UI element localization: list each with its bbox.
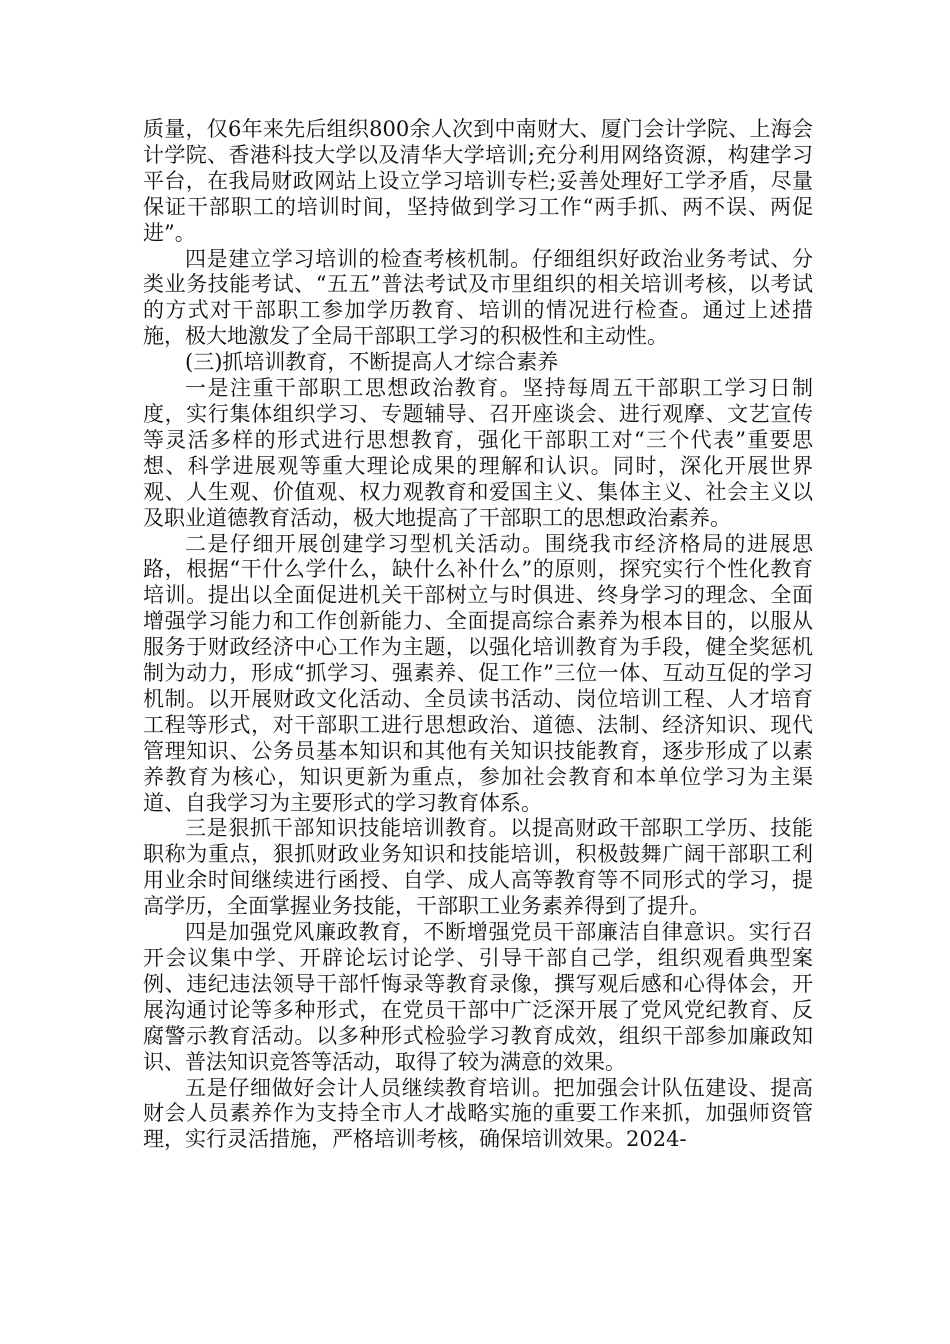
- paragraph-skills-training: 三是狠抓干部知识技能培训教育。以提高财政干部职工学历、技能职称为重点，狠抓财政业务知识和技能培训，积极鼓舞广阔干部职工利用业余时间继续进行函授、自学、成人高等教育等不同形式的学习，提高学历，全面掌握业务技能，干部职工业务素养得到了提升。: [143, 816, 813, 919]
- paragraph-accountant-training: 五是仔细做好会计人员继续教育培训。把加强会计队伍建设、提高财会人员素养作为支持全市人才战略实施的重要工作来抓，加强师资管理，实行灵活措施，严格培训考核，确保培训效果。2024-: [143, 1075, 813, 1152]
- document-page: [143, 117, 813, 1153]
- paragraph-check-mechanism: 四是建立学习培训的检查考核机制。仔细组织好政治业务考试、分类业务技能考试、“五五”普法考试及市里组织的相关培训考核，以考试的方式对干部职工参加学历教育、培训的情况进行检查。通过上述措施，极大地激发了全局干部职工学习的积极性和主动性。: [143, 246, 813, 349]
- paragraph-integrity-education: 四是加强党风廉政教育，不断增强党员干部廉洁自律意识。实行召开会议集中学、开辟论坛讨论学、引导干部自己学，组织观看典型案例、违纪违法领导干部忏悔录等教育录像，撰写观后感和心得体会，开展沟通讨论等多种形式，在党员干部中广泛深开展了党风党纪教育、反腐警示教育活动。以多种形式检验学习教育成效，组织干部参加廉政知识、普法知识竞答等活动，取得了较为满意的效果。: [143, 920, 813, 1074]
- paragraph-learning-organization: 二是仔细开展创建学习型机关活动。围绕我市经济格局的进展思路，根据“干什么学什么，缺什么补什么”的原则，探究实行个性化教育培训。提出以全面促进机关干部树立与时俱进、终身学习的理念、全面增强学习能力和工作创新能力、全面提高综合素养为根本目的，以服从服务于财政经济中心工作为主题，以强化培训教育为手段，健全奖惩机制为动力，形成“抓学习、强素养、促工作”三位一体、互动互促的学习机制。以开展财政文化活动、全员读书活动、岗位培训工程、人才培育工程等形式，对干部职工进行思想政治、道德、法制、经济知识、现代管理知识、公务员基本知识和其他有关知识技能教育，逐步形成了以素养教育为核心，知识更新为重点，参加社会教育和本单位学习为主渠道、自我学习为主要形式的学习教育体系。: [143, 531, 813, 815]
- section-heading: (三)抓培训教育，不断提高人才综合素养: [185, 350, 559, 375]
- paragraph-political-education: 一是注重干部职工思想政治教育。坚持每周五干部职工学习日制度，实行集体组织学习、专题辅导、召开座谈会、进行观摩、文艺宣传等灵活多样的形式进行思想教育，强化干部职工对“三个代表”重要思想、科学进展观等重大理论成果的理解和认识。同时，深化开展世界观、人生观、价值观、权力观教育和爱国主义、集体主义、社会主义以及职业道德教育活动，极大地提高了干部职工的思想政治素养。: [143, 376, 813, 530]
- paragraph-continuation: 质量，仅6年来先后组织800余人次到中南财大、厦门会计学院、上海会计学院、香港科技大学以及清华大学培训;充分利用网络资源，构建学习平台，在我局财政网站上设立学习培训专栏;妥善处理好工学矛盾，尽量保证干部职工的培训时间，坚持做到学习工作“两手抓、两不误、两促进”。: [143, 117, 813, 245]
